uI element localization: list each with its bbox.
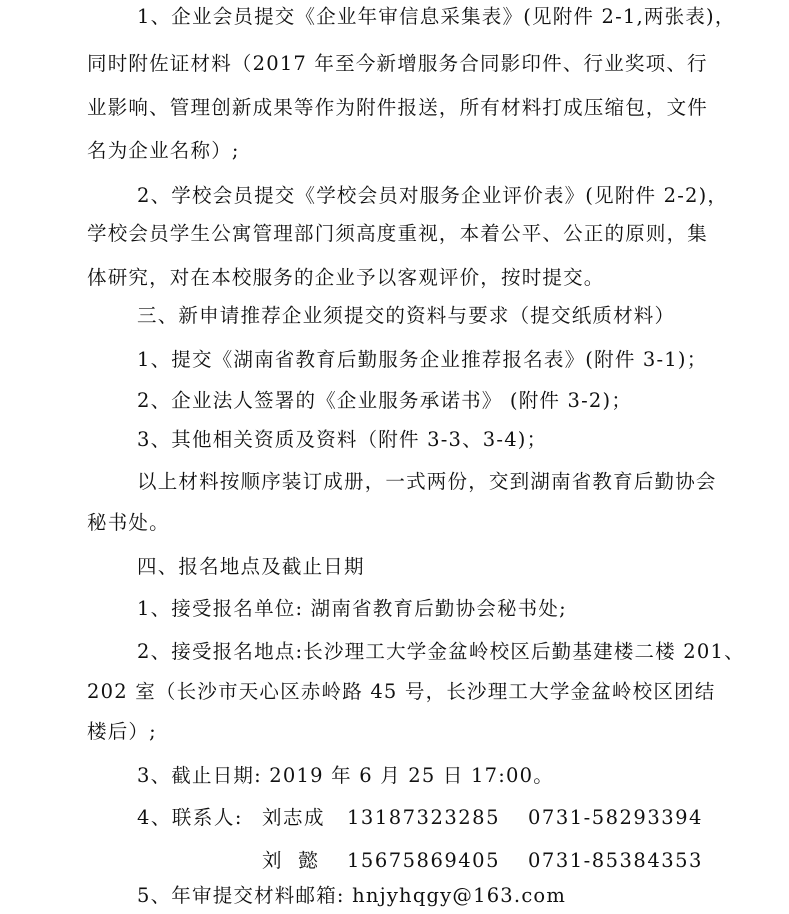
contact-name-2: 刘 懿: [262, 849, 320, 872]
list-item-3-2: 2、企业法人签署的《企业服务承诺书》 (附件 3-2)；: [137, 389, 633, 412]
paragraph-line-8: 以上材料按顺序装订成册，一式两份，交到湖南省教育后勤协会: [137, 470, 717, 493]
paragraph-line-7: 体研究，对在本校服务的企业予以客观评价，按时提交。: [87, 266, 605, 289]
paragraph-line-11: 楼后）;: [87, 720, 157, 743]
paragraph-line-1: 1、企业会员提交《企业年审信息采集表》(见附件 2-1,两张表)，: [137, 5, 736, 28]
section-heading-4: 四、报名地点及截止日期: [137, 555, 365, 578]
email-line: 5、年审提交材料邮箱: hnjyhqgy@163.com: [137, 884, 567, 907]
list-item-4-3: 3、截止日期: 2019 年 6 月 25 日 17:00。: [137, 764, 554, 787]
paragraph-line-5: 2、学校会员提交《学校会员对服务企业评价表》(见附件 2-2)，: [137, 184, 729, 207]
paragraph-line-6: 学校会员学生公寓管理部门须高度重视，本着公平、公正的原则，集: [87, 222, 709, 245]
contact-mobile-1: 13187323285: [347, 806, 500, 829]
list-item-3-3: 3、其他相关资质及资料（附件 3-3、3-4)；: [137, 428, 548, 451]
section-heading-3: 三、新申请推荐企业须提交的资料与要求（提交纸质材料）: [137, 304, 676, 327]
paragraph-line-3: 业影响、管理创新成果等作为附件报送，所有材料打成压缩包，文件: [87, 96, 709, 119]
contact-phone-1: 0731-58293394: [528, 806, 703, 829]
list-item-4-2: 2、接受报名地点:长沙理工大学金盆岭校区后勤基建楼二楼 201、: [137, 640, 745, 663]
contact-name-1: 刘志成: [262, 806, 326, 829]
contacts-label: 4、联系人:: [137, 806, 243, 829]
paragraph-line-4: 名为企业名称）;: [87, 139, 240, 162]
list-item-3-1: 1、提交《湖南省教育后勤服务企业推荐报名表》(附件 3-1)；: [137, 348, 708, 371]
paragraph-line-10: 202 室（长沙市天心区赤岭路 45 号，长沙理工大学金盆岭校区团结: [87, 680, 716, 703]
contact-phone-2: 0731-85384353: [528, 849, 703, 872]
paragraph-line-2: 同时附佐证材料（2017 年至今新增服务合同影印件、行业奖项、行: [87, 52, 708, 75]
paragraph-line-9: 秘书处。: [87, 511, 170, 534]
list-item-4-1: 1、接受报名单位: 湖南省教育后勤协会秘书处;: [137, 597, 567, 620]
contact-mobile-2: 15675869405: [347, 849, 500, 872]
